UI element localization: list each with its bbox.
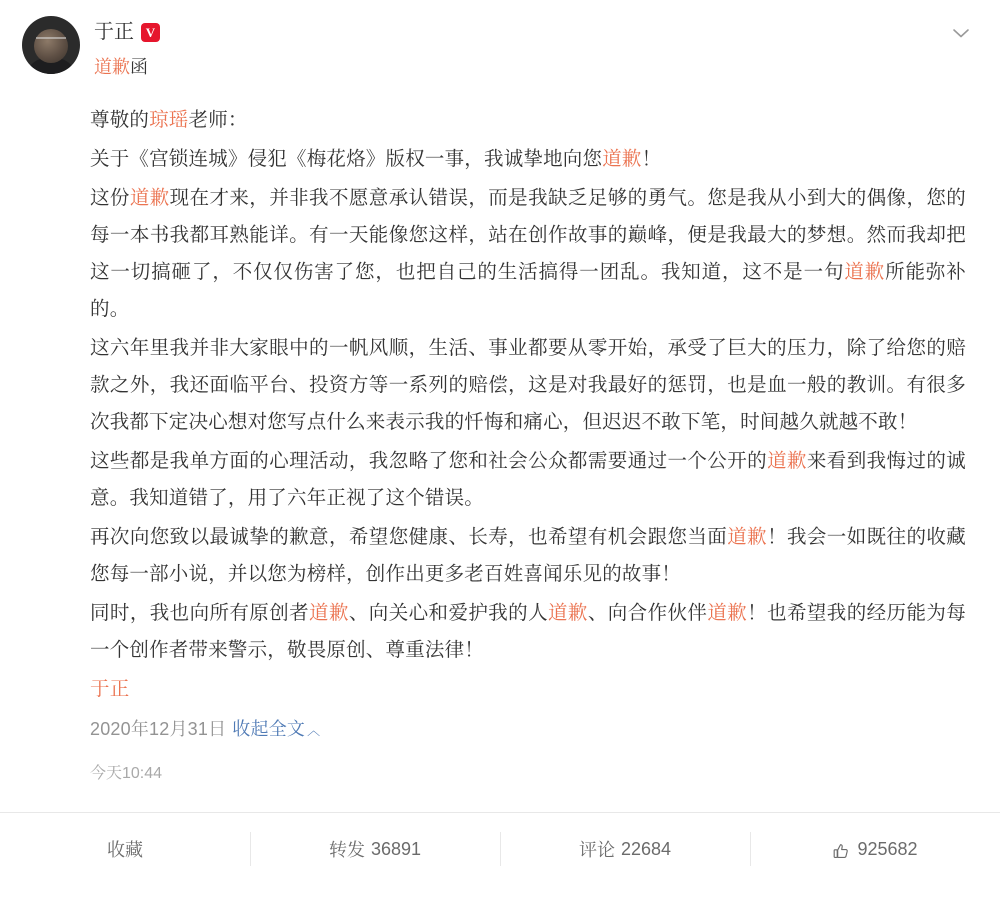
paragraph-text: ！也希望我的经历能为每一个创作者带来警示，敬畏原创、尊重法律！ <box>90 602 966 661</box>
like-count: 925682 <box>857 838 918 859</box>
highlight-keyword[interactable]: 道歉 <box>707 602 748 624</box>
highlight-keyword[interactable]: 道歉 <box>548 602 588 624</box>
repost-count: 36891 <box>370 838 422 859</box>
comment-count: 22684 <box>620 838 672 859</box>
user-name[interactable]: 于正 <box>94 21 134 43</box>
paragraph-text: 这些都是我单方面的心理活动，我忽略了您和社会公众都需要通过一个公开的 <box>90 450 768 472</box>
avatar-glasses <box>36 37 66 47</box>
verified-badge-icon: V <box>141 23 160 42</box>
highlight-keyword[interactable]: 道歉 <box>727 526 768 548</box>
paragraph-text: 这六年里我并非大家眼中的一帆风顺，生活、事业都要从零开始，承受了巨大的压力，除了给您的赔款之外，我还面临平台、投资方等一系列的赔偿，这是对我最好的惩罚，也是血一般的教训。有很多次我都下定决心想对您写点什么来表示我的忏悔和痛心，但迟迟不敢下笔，时间越久就越不敢！ <box>90 337 966 433</box>
header-text <box>94 16 160 80</box>
comment-button[interactable] <box>500 832 750 866</box>
paragraph-text: ！ <box>641 148 662 170</box>
post-paragraph <box>90 102 966 139</box>
post-header <box>0 0 1000 80</box>
post-paragraph <box>90 519 966 593</box>
post-subtitle <box>94 54 160 80</box>
post-subtitle-highlight[interactable]: 道歉 <box>94 57 130 77</box>
post-paragraph <box>90 443 966 517</box>
paragraph-text: 所能弥补的。 <box>90 261 966 320</box>
paragraph-text: 来看到我悔过的诚意。我知道错了，用了六年正视了这个错误。 <box>90 450 966 509</box>
post-paragraphs <box>90 102 966 669</box>
post-toolbar <box>0 813 1000 885</box>
avatar[interactable] <box>22 16 80 74</box>
paragraph-text: 、向合作伙伴 <box>587 602 708 624</box>
paragraph-text: 、向关心和爱护我的人 <box>348 602 549 624</box>
paragraph-text: ！我会一如既往的收藏您每一部小说，并以您为榜样，创作出更多老百姓喜闻乐见的故事！ <box>90 526 966 585</box>
repost-button[interactable] <box>250 832 500 866</box>
paragraph-text: 再次向您致以最诚挚的歉意，希望您健康、长寿，也希望有机会跟您当面 <box>90 526 728 548</box>
highlight-keyword[interactable]: 道歉 <box>844 261 886 283</box>
repost-label: 转发 <box>328 840 365 860</box>
highlight-keyword[interactable]: 道歉 <box>602 148 642 170</box>
post-date-row <box>90 712 966 748</box>
highlight-keyword[interactable]: 道歉 <box>129 187 170 209</box>
highlight-keyword[interactable]: 道歉 <box>767 450 807 472</box>
collapse-caret-icon: ︿ <box>307 723 321 738</box>
name-row <box>94 18 160 46</box>
collapse-full-text-link[interactable] <box>232 719 320 739</box>
paragraph-text: 关于《宫锁连城》侵犯《梅花烙》版权一事，我诚挚地向您 <box>90 148 603 170</box>
post-date: 2020年12月31日 <box>90 719 227 739</box>
post-paragraph <box>90 595 966 669</box>
post-signature: 于正 <box>90 678 130 700</box>
post-timestamp: 今天10:44 <box>90 765 163 782</box>
collapse-label: 收起全文 <box>232 719 306 739</box>
post-content <box>0 80 1000 748</box>
paragraph-text: 这份 <box>90 187 130 209</box>
comment-label: 评论 <box>578 840 615 860</box>
post-paragraph <box>90 330 966 441</box>
favorite-label: 收藏 <box>107 840 143 860</box>
paragraph-text: 现在才来，并非我不愿意承认错误，而是我缺乏足够的勇气。您是我从小到大的偶像，您的每一本书我都耳熟能详。有一天能像您这样，站在创作故事的巅峰，便是我最大的梦想。然而我却把这一切搞砸了，不仅仅伤害了您，也把自己的生活搞得一团乱。我知道，这不是一句 <box>90 187 966 283</box>
post-paragraph <box>90 141 966 178</box>
highlight-keyword[interactable]: 琼瑶 <box>149 109 189 131</box>
paragraph-text: 老师： <box>188 109 248 131</box>
paragraph-text: 尊敬的 <box>90 109 150 131</box>
chevron-down-icon[interactable] <box>950 22 972 44</box>
thumbs-up-icon <box>832 842 851 861</box>
highlight-keyword[interactable]: 道歉 <box>309 602 349 624</box>
post-subtitle-rest: 函 <box>130 57 148 77</box>
favorite-button[interactable] <box>0 832 250 866</box>
like-button[interactable] <box>750 832 1000 866</box>
paragraph-text: 同时，我也向所有原创者 <box>90 602 310 624</box>
post-paragraph <box>90 180 966 328</box>
